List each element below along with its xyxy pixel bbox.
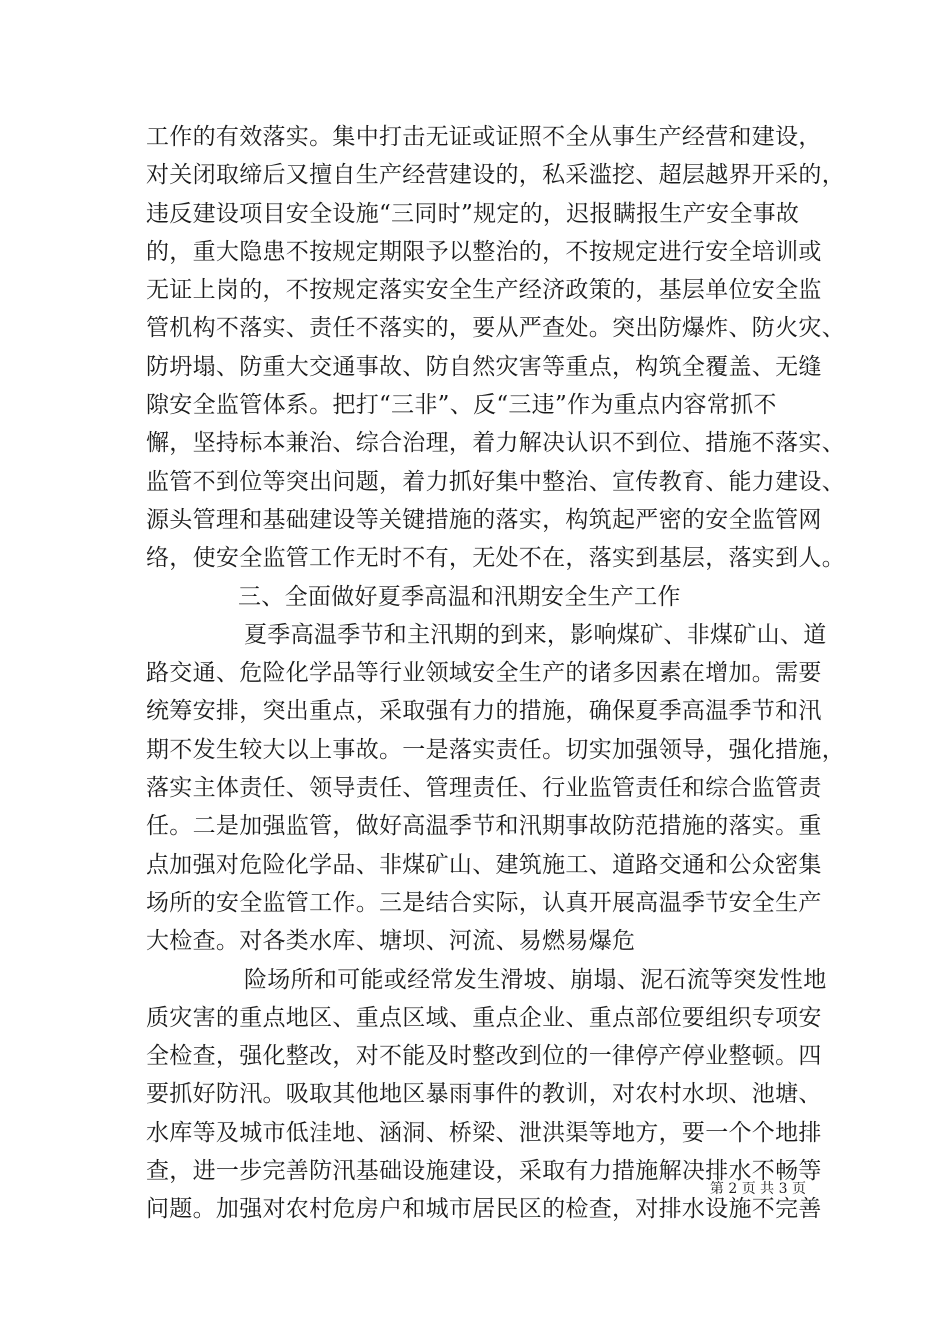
text-line: 源头管理和基础建设等关键措施的落实，构筑起严密的安全监管网 <box>146 506 822 533</box>
text-line: 络，使安全监管工作无时不有，无处不在，落实到基层，落实到人。 <box>146 545 845 572</box>
text-line: 违反建设项目安全设施“三同时”规定的，迟报瞒报生产安全事故 <box>146 200 800 227</box>
text-line: 期不发生较大以上事故。一是落实责任。切实加强领导，强化措施， <box>146 736 845 763</box>
text-line: 懈，坚持标本兼治、综合治理，着力解决认识不到位、措施不落实、 <box>146 430 845 457</box>
paragraph-first-line: 险场所和可能或经常发生滑坡、崩塌、泥石流等突发性地 <box>244 966 827 993</box>
text-line: 对关闭取缔后又擅自生产经营建设的，私采滥挖、超层越界开采的， <box>146 162 845 189</box>
text-line: 任。二是加强监管，做好高温季节和汛期事故防范措施的落实。重 <box>146 813 822 840</box>
paragraph-first-line: 夏季高温季节和主汛期的到来，影响煤矿、非煤矿山、道 <box>244 621 827 648</box>
body-text <box>146 118 845 1229</box>
text-line: 要抓好防汛。吸取其他地区暴雨事件的教训，对农村水坝、池塘、 <box>146 1081 822 1108</box>
text-line: 的，重大隐患不按规定期限予以整治的，不按规定进行安全培训或 <box>146 238 822 265</box>
text-line: 监管不到位等突出问题，着力抓好集中整治、宣传教育、能力建设、 <box>146 468 845 495</box>
text-line: 管机构不落实、责任不落实的，要从严查处。突出防爆炸、防火灾、 <box>146 315 845 342</box>
text-line: 点加强对危险化学品、非煤矿山、建筑施工、道路交通和公众密集 <box>146 851 822 878</box>
text-line: 隙安全监管体系。把打“三非”、反“三违”作为重点内容常抓不 <box>146 392 777 419</box>
text-line: 质灾害的重点地区、重点区域、重点企业、重点部位要组织专项安 <box>146 1004 822 1031</box>
text-line: 防坍塌、防重大交通事故、防自然灾害等重点，构筑全覆盖、无缝 <box>146 353 822 380</box>
text-line: 问题。加强对农村危房户和城市居民区的检查，对排水设施不完善 <box>146 1196 822 1223</box>
text-line: 路交通、危险化学品等行业领域安全生产的诸多因素在增加。需要 <box>146 660 822 687</box>
text-line: 查，进一步完善防汛基础设施建设，采取有力措施解决排水不畅等 <box>146 1158 822 1185</box>
section-heading: 三、全面做好夏季高温和汛期安全生产工作 <box>238 583 681 610</box>
text-line: 无证上岗的，不按规定落实安全生产经济政策的，基层单位安全监 <box>146 277 822 304</box>
text-line: 全检查，强化整改，对不能及时整改到位的一律停产停业整顿。四 <box>146 1043 822 1070</box>
text-line: 落实主体责任、领导责任、管理责任、行业监管责任和综合监管责 <box>146 775 822 802</box>
text-line: 场所的安全监管工作。三是结合实际，认真开展高温季节安全生产 <box>146 889 822 916</box>
text-line: 大检查。对各类水库、塘坝、河流、易燃易爆危 <box>146 928 636 955</box>
text-line: 工作的有效落实。集中打击无证或证照不全从事生产经营和建设， <box>146 124 822 150</box>
page-number-footer: 第 2 页 共 3 页 <box>709 1181 806 1197</box>
text-line: 统筹安排，突出重点，采取强有力的措施，确保夏季高温季节和汛 <box>146 698 822 725</box>
text-line: 水库等及城市低洼地、涵洞、桥梁、泄洪渠等地方，要一个个地排 <box>146 1119 822 1146</box>
